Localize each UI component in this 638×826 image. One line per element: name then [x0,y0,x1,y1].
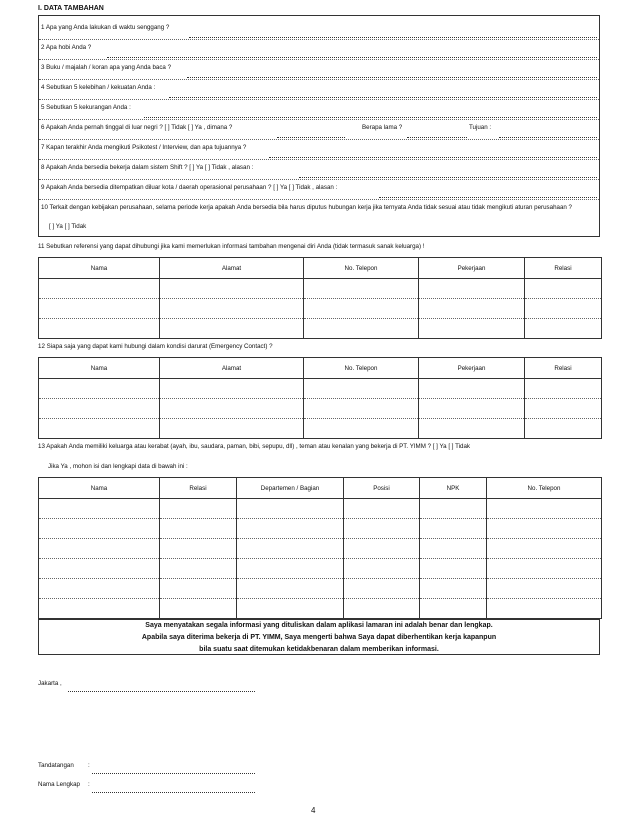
table-row [39,279,602,299]
row-separator [39,179,599,180]
table-cell[interactable] [39,519,160,539]
fullname-label: Nama Lengkap [38,781,80,788]
question-13-sublabel: Jika Ya , mohon isi dan lengkapi data di bawah ini : [48,463,188,470]
table-cell[interactable] [344,559,420,579]
table-cell[interactable] [160,319,304,339]
table-cell[interactable] [304,299,419,319]
table-cell[interactable] [237,599,344,619]
table-cell[interactable] [304,399,419,419]
table-cell[interactable] [160,579,237,599]
header-departemen: Departemen / Bagian [237,478,344,499]
table-cell[interactable] [237,519,344,539]
fullname-colon: : [88,781,90,788]
row-separator [39,199,599,200]
table-cell[interactable] [525,319,602,339]
row-separator [39,39,599,40]
row-separator [39,59,599,60]
table-cell[interactable] [237,499,344,519]
table-cell[interactable] [419,319,525,339]
table-cell[interactable] [420,579,487,599]
table-row [39,559,602,579]
answer-line-9[interactable] [379,197,597,198]
question-10-options[interactable]: [ ] Ya [ ] Tidak [49,223,87,230]
header-telepon: No. Telepon [487,478,602,499]
table-cell[interactable] [160,539,237,559]
question-6-purpose: Tujuan : [469,124,492,131]
table-cell[interactable] [39,599,160,619]
table-cell[interactable] [304,319,419,339]
table-cell[interactable] [525,299,602,319]
table-cell[interactable] [420,539,487,559]
question-3: 3 Buku / majalah / koran apa yang Anda baca ? [41,64,172,71]
table-cell[interactable] [160,519,237,539]
table-cell[interactable] [344,599,420,619]
table-cell[interactable] [160,379,304,399]
table-cell[interactable] [344,499,420,519]
table-cell[interactable] [344,539,420,559]
header-telepon: No. Telepon [304,258,419,279]
header-pekerjaan: Pekerjaan [419,358,525,379]
header-alamat: Alamat [160,358,304,379]
table-cell[interactable] [420,559,487,579]
emergency-contact-table [38,357,602,439]
question-1: 1 Apa yang Anda lakukan di waktu senggang ? [41,24,170,31]
page-number: 4 [311,806,316,815]
table-row [39,319,602,339]
header-pekerjaan: Pekerjaan [419,258,525,279]
header-telepon: No. Telepon [304,358,419,379]
table-cell[interactable] [419,299,525,319]
table-cell[interactable] [487,559,602,579]
question-6: 6 Apakah Anda pernah tinggal di luar negri ? [ ] Tidak [ ] Ya , dimana ? [41,124,233,131]
table-cell[interactable] [39,379,160,399]
signature-colon: : [88,762,90,769]
declaration-line-2: Apabila saya diterima bekerja di PT. YIMM, Saya mengerti bahwa Saya dapat diberhentikan kerja kapanpun [141,634,497,641]
table-cell[interactable] [160,599,237,619]
signature-label: Tandatangan [38,762,74,769]
row-separator [39,159,599,160]
answer-line-6-purpose[interactable] [499,137,597,138]
table-cell[interactable] [420,499,487,519]
table-cell[interactable] [160,499,237,519]
table-cell[interactable] [344,519,420,539]
header-nama: Nama [39,258,160,279]
table-cell[interactable] [525,279,602,299]
table-row [39,579,602,599]
table-row [39,299,602,319]
answer-line-5[interactable] [144,117,597,118]
table-cell[interactable] [487,499,602,519]
table-cell[interactable] [525,399,602,419]
table-cell[interactable] [39,499,160,519]
table-cell[interactable] [160,279,304,299]
table-cell[interactable] [237,579,344,599]
row-separator [39,79,599,80]
header-posisi: Posisi [344,478,420,499]
table-cell[interactable] [39,559,160,579]
place-date-line[interactable] [68,691,255,692]
question-8: 8 Apakah Anda bersedia bekerja dalam sistem Shift ? [ ] Ya [ ] Tidak , alasan : [41,164,254,171]
table-cell[interactable] [304,279,419,299]
table-cell[interactable] [39,299,160,319]
declaration-line-1: Saya menyatakan segala informasi yang dituliskan dalam aplikasi lamaran ini adalah benar dan lengkap. [145,622,493,629]
questions-frame [38,15,600,237]
declaration-line-3: bila suatu saat ditemukan ketidakbenaran dalam memberikan informasi. [199,646,439,653]
question-7: 7 Kapan terakhir Anda mengikuti Psikotest / Interview, dan apa tujuannya ? [41,144,247,151]
table-cell[interactable] [39,539,160,559]
table-cell[interactable] [419,419,525,439]
table-cell[interactable] [39,579,160,599]
table-row [39,419,602,439]
table-cell[interactable] [419,379,525,399]
answer-line-6-duration[interactable] [407,137,467,138]
table-cell[interactable] [419,279,525,299]
table-cell[interactable] [160,299,304,319]
header-npk: NPK [420,478,487,499]
place-label: Jakarta , [38,680,62,687]
answer-line-2[interactable] [107,57,597,58]
header-nama: Nama [39,478,160,499]
table-cell[interactable] [39,319,160,339]
table-cell[interactable] [39,419,160,439]
table-cell[interactable] [487,539,602,559]
answer-line-6-where[interactable] [277,137,345,138]
table-cell[interactable] [39,279,160,299]
table-cell[interactable] [420,599,487,619]
row-separator [39,119,599,120]
table-cell[interactable] [420,519,487,539]
row-separator [39,99,599,100]
header-relasi: Relasi [525,358,602,379]
table-cell[interactable] [237,539,344,559]
relatives-table [38,477,602,619]
table-cell[interactable] [525,379,602,399]
table-cell[interactable] [160,559,237,579]
answer-line-4[interactable] [169,97,597,98]
table-cell[interactable] [487,519,602,539]
question-2: 2 Apa hobi Anda ? [41,44,92,51]
table-row [39,499,602,519]
table-cell[interactable] [487,599,602,619]
answer-line-3[interactable] [187,77,597,78]
fullname-line[interactable] [92,792,255,793]
answer-line-1[interactable] [189,37,597,38]
section-title: I. DATA TAMBAHAN [38,5,104,12]
row-separator [39,139,599,140]
table-cell[interactable] [39,399,160,419]
header-nama: Nama [39,358,160,379]
question-5: 5 Sebutkan 5 kekurangan Anda : [41,104,131,111]
table-row [39,539,602,559]
answer-line-8[interactable] [299,177,597,178]
table-row [39,519,602,539]
table-cell[interactable] [160,419,304,439]
table-cell[interactable] [237,559,344,579]
references-table [38,257,602,339]
declaration-box [38,619,600,655]
question-4: 4 Sebutkan 5 kelebihan / kekuatan Anda : [41,84,156,91]
table-cell[interactable] [525,419,602,439]
question-13: 13 Apakah Anda memiliki keluarga atau kerabat (ayah, ibu, saudara, paman, bibi, sepupu, dll) , teman atau kenalan yang bekerja di PT. YIMM ? [ ] Ya [ ] Tidak [38,443,470,450]
question-6-duration: Berapa lama ? [362,124,403,131]
table-row [39,379,602,399]
question-9: 9 Apakah Anda bersedia ditempatkan diluar kota / daerah operasional perusahaan ? [ ] Ya [ ] Tidak , alasan : [41,184,338,191]
table-cell[interactable] [304,379,419,399]
answer-line-7[interactable] [269,157,597,158]
header-alamat: Alamat [160,258,304,279]
signature-line[interactable] [92,773,255,774]
table-cell[interactable] [344,579,420,599]
table-cell[interactable] [419,399,525,419]
header-relasi: Relasi [525,258,602,279]
table-row [39,599,602,619]
question-12: 12 Siapa saja yang dapat kami hubungi dalam kondisi darurat (Emergency Contact) ? [38,343,273,350]
table-row [39,399,602,419]
table-cell[interactable] [487,579,602,599]
question-11: 11 Sebutkan referensi yang dapat dihubungi jika kami memerlukan informasi tambahan mengenai diri Anda (tidak termasuk sanak keluarga) ! [38,243,425,250]
table-cell[interactable] [304,419,419,439]
table-cell[interactable] [160,399,304,419]
question-10: 10 Terkait dengan kebijakan perusahaan, selama periode kerja apakah Anda bersedia bila harus diputus hubungan kerja jika ternyata Anda tidak sesuai atau tidak mengikuti aturan perusahaan ? [41,204,572,211]
header-relasi: Relasi [160,478,237,499]
